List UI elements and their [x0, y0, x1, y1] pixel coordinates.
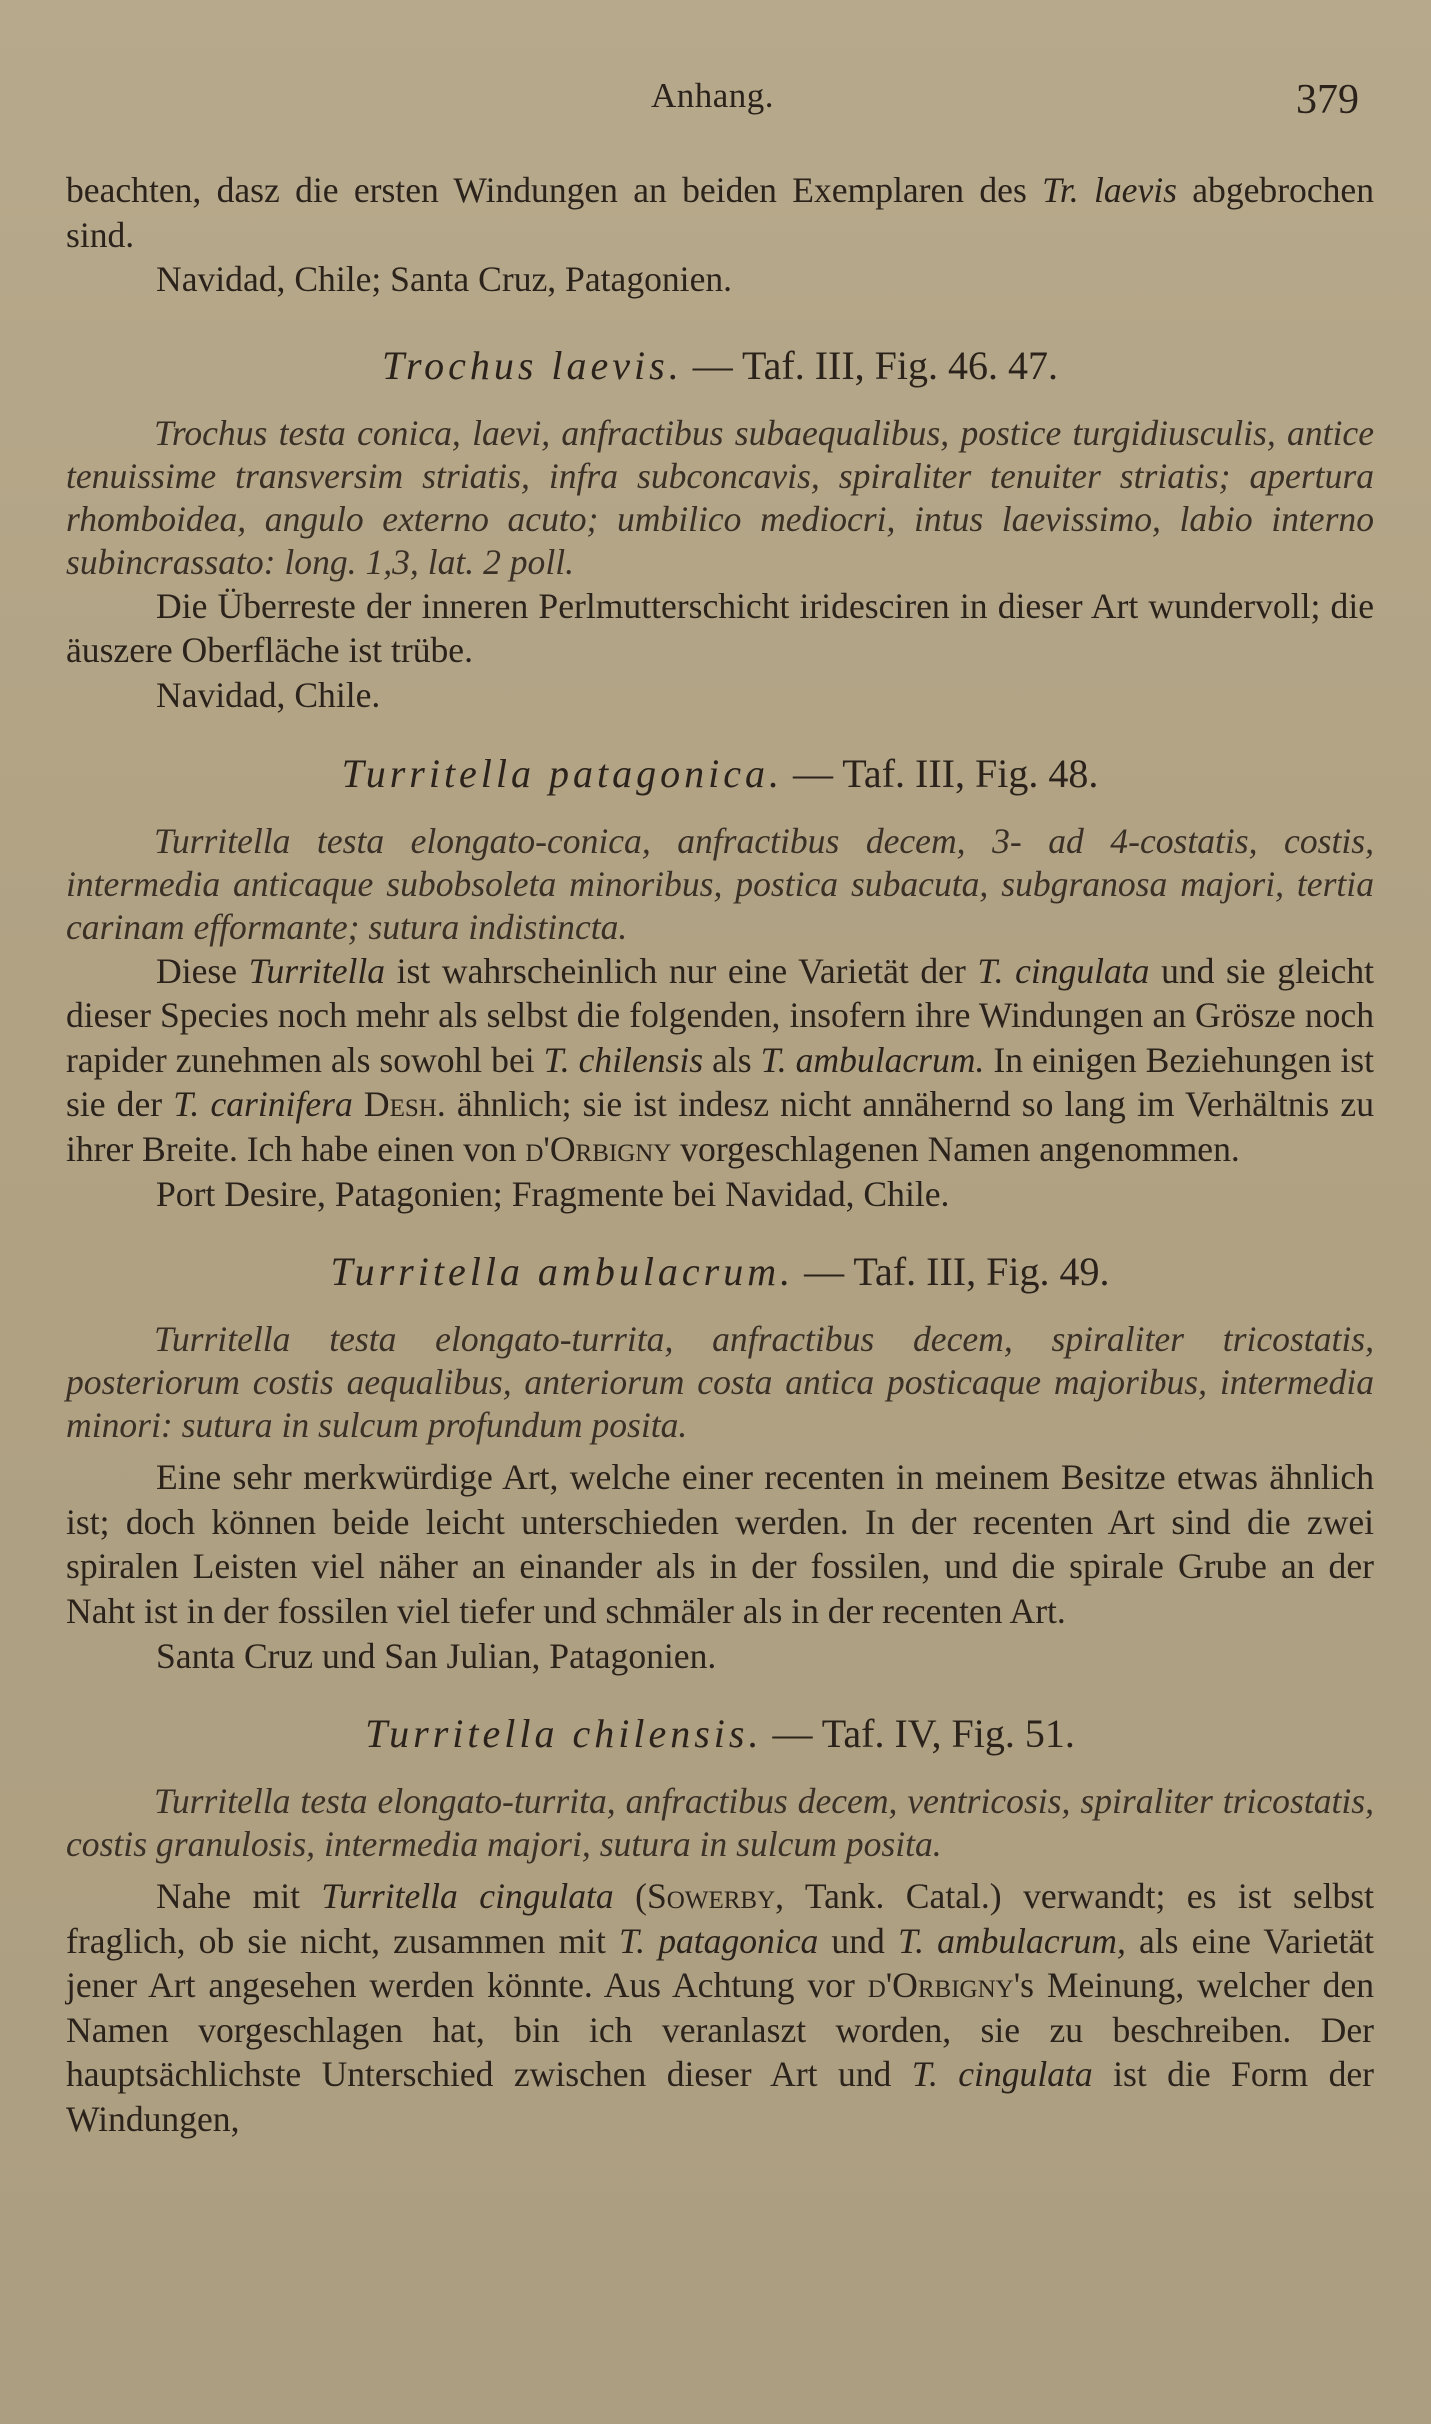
- author-name: d'Orbigny: [867, 1965, 1014, 2006]
- description-paragraph: Nahe mit Turritella cingulata (Sowerby, Tank. Catal.) verwandt; es ist selbst fraglich, ob sie nicht, zusammen mit T. patagonica und T. ambulacrum, als eine Varietät jener Art angesehen werden könnte. Aus Achtung vor d'Orbigny's Meinung, welcher den Namen vorgeschlagen hat, bin ich veranlaszt worden, sie zu beschreiben. Der hauptsächlichste Unterschied zwischen dieser Art und T. cingulata ist die Form der Windungen,: [66, 1876, 1375, 2140]
- description-paragraph: Diese Turritella ist wahrscheinlich nur eine Varietät der T. cingulata und sie gleicht dieser Species noch mehr als selbst die folgenden, insofern ihre Windungen an Grösze noch rapider zunehmen als sowohl bei T. chilensis als T. ambulacrum. In einigen Beziehungen ist sie der T. carinifera Desh. ähnlich; sie ist indesz nicht annähernd so lang im Verhältnis zu ihrer Breite. Ich habe einen von d'Orbigny vorgeschlagenen Namen angenommen.: [66, 950, 1375, 1169]
- locality-line: Navidad, Chile; Santa Cruz, Patagonien.: [156, 259, 733, 300]
- species-heading-turritella-chilensis: Turritella chilensis. — Taf. IV, Fig. 51.: [365, 1711, 1075, 1757]
- page-number: 379: [1296, 77, 1359, 123]
- locality-line: Port Desire, Patagonien; Fragmente bei Navidad, Chile.: [156, 1173, 950, 1214]
- description-paragraph: Die Überreste der inneren Perlmutterschicht iridesciren in dieser Art wundervoll; die äuszere Oberfläche ist trübe.: [66, 585, 1374, 671]
- species-heading-turritella-ambulacrum: Turritella ambulacrum. — Taf. III, Fig. 49.: [330, 1249, 1110, 1295]
- latin-diagnosis: Turritella testa elongato-turrita, anfractibus decem, spiraliter tricostatis, posteriorum costis aequalibus, anteriorum costa antica posticaque majoribus, intermedia minori: sutura in sulcum profundum posita.: [66, 1319, 1374, 1446]
- description-paragraph: Eine sehr merkwürdige Art, welche einer recenten in meinem Besitze etwas ähnlich ist; doch können beide leicht unterschieden werden. In der recenten Art sind die zwei spiralen Leisten viel näher an einander als in der fossilen, und die spirale Grube an der Naht ist in der fossilen viel tiefer und schmäler als in der recenten Art.: [66, 1457, 1374, 1631]
- author-name: Sowerby: [647, 1876, 776, 1917]
- latin-diagnosis: Turritella testa elongato-conica, anfractibus decem, 3- ad 4-costatis, costis, intermedia anticaque subobsoleta minoribus, postica subacuta, subgranosa majori, tertia carinam efformante; sutura indistincta.: [66, 820, 1374, 947]
- author-name: d'Orbigny: [525, 1128, 672, 1169]
- latin-diagnosis: Trochus testa conica, laevi, anfractibus subaequalibus, postice turgidiusculis, antice tenuissime transversim striatis, infra subconcavis, spiraliter tenuiter striatis; apertura rhomboidea, angulo externo acuto; umbilico mediocri, intus laevissimo, labio interno subincrassato: long. 1,3, lat. 2 poll.: [66, 412, 1374, 582]
- species-heading-turritella-patagonica: Turritella patagonica. — Taf. III, Fig. 48.: [341, 750, 1099, 796]
- locality-line: Navidad, Chile.: [156, 674, 381, 715]
- locality-line: Santa Cruz und San Julian, Patagonien.: [156, 1635, 717, 1676]
- species-heading-trochus-laevis: Trochus laevis. — Taf. III, Fig. 46. 47.: [381, 342, 1059, 388]
- paragraph-continuation: beachten, dasz die ersten Windungen an beiden Exemplaren des Tr. laevis abgebrochen sind.: [66, 170, 1374, 255]
- page-body: [66, 168, 1374, 2142]
- running-head: Anhang.: [651, 76, 775, 115]
- author-name: Desh.: [363, 1084, 446, 1125]
- latin-diagnosis: Turritella testa elongato-turrita, anfractibus decem, ventricosis, spiraliter tricostatis, costis granulosis, intermedia majori, sutura in sulcum posita.: [66, 1781, 1374, 1865]
- species-ref: Tr. laevis: [1042, 170, 1177, 210]
